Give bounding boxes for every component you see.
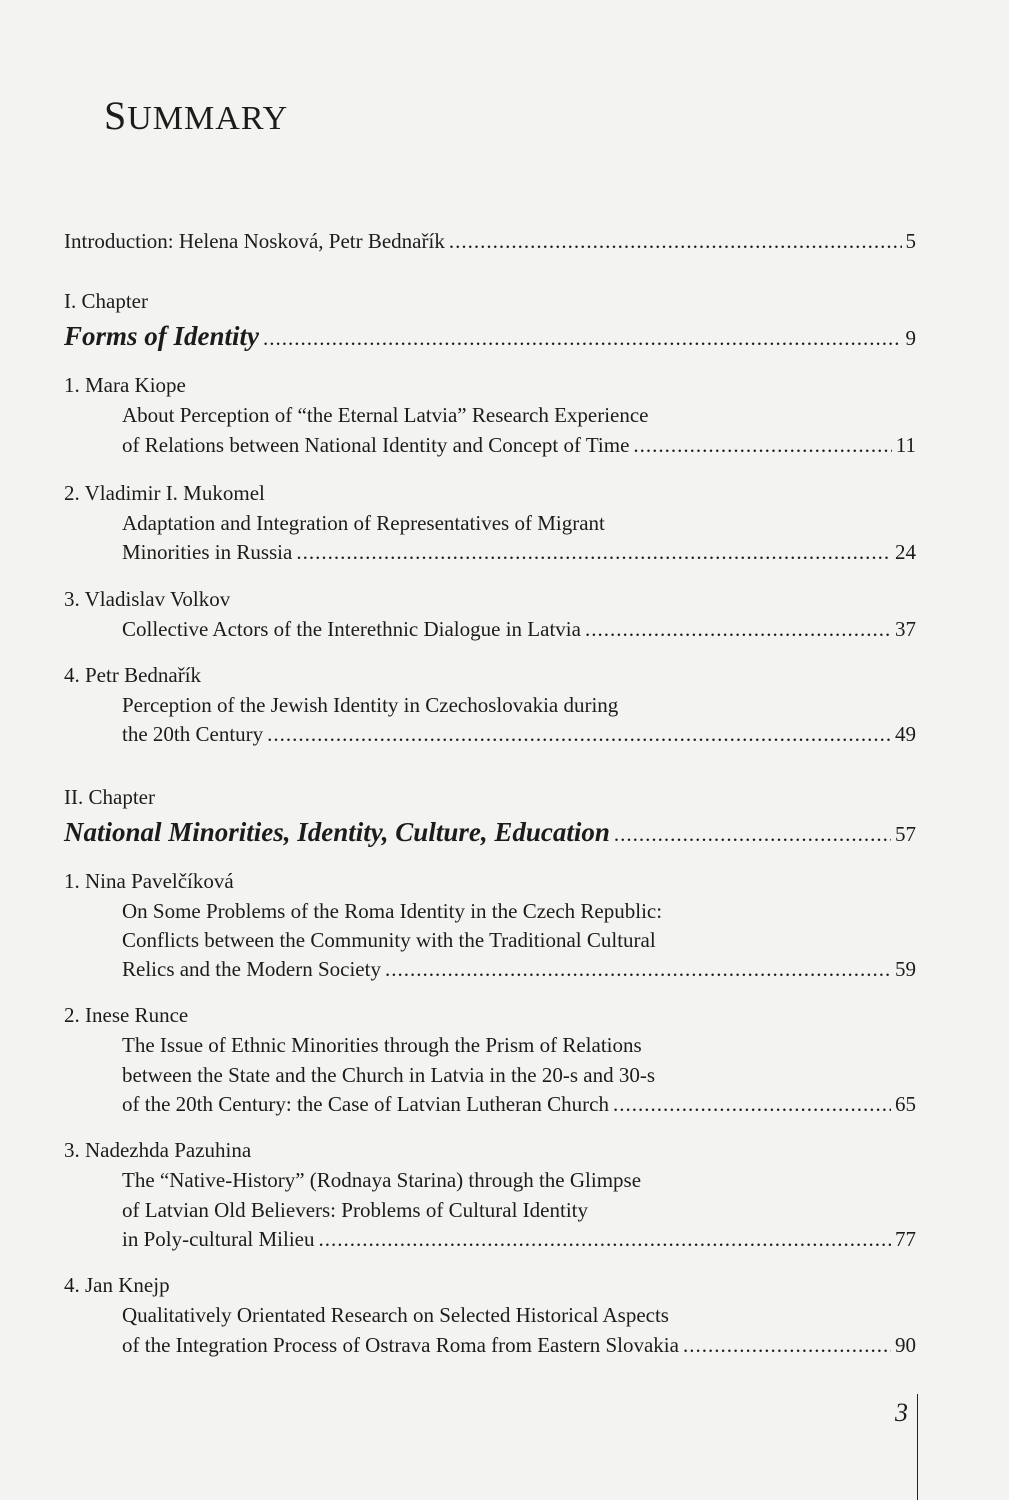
dot-leader <box>318 1226 891 1252</box>
entry-author: 2. Vladimir I. Mukomel <box>64 481 265 505</box>
toc-page-number: 90 <box>895 1333 916 1357</box>
entry-author: 2. Inese Runce <box>64 1003 189 1027</box>
entry-title-line: The “Native-History” (Rodnaya Starina) through the Glimpse <box>122 1168 642 1192</box>
entry-author: 1. Nina Pavelčíková <box>64 869 234 893</box>
toc-entry-title: Introduction: Helena Nosková, Petr Bednařík <box>64 229 445 253</box>
page-title <box>104 93 289 139</box>
toc-page-number: 49 <box>895 722 916 746</box>
chapter-label: I. Chapter <box>64 289 148 313</box>
toc-page-number: 11 <box>895 433 916 457</box>
dot-leader <box>263 325 901 351</box>
entry-title-line: Adaptation and Integration of Representatives of Migrant <box>122 511 605 535</box>
entry-title-line: Qualitatively Orientated Research on Selected Historical Aspects <box>122 1303 669 1327</box>
entry-title-line: Conflicts between the Community with the Traditional Cultural <box>122 928 656 952</box>
entry-title-line: Minorities in Russia <box>122 540 293 564</box>
dot-leader <box>614 821 891 847</box>
entry-title-line: the 20th Century <box>122 722 264 746</box>
dot-leader <box>267 721 891 747</box>
chapter-title: National Minorities, Identity, Culture, Education <box>64 817 610 847</box>
dot-leader <box>449 228 902 254</box>
toc-page-number: 59 <box>895 957 916 981</box>
toc-page-number: 37 <box>895 617 916 641</box>
entry-title-line: of Relations between National Identity and Concept of Time <box>122 433 630 457</box>
dot-leader <box>296 539 891 565</box>
entry-author: 4. Jan Knejp <box>64 1273 170 1297</box>
entry-title-line: Relics and the Modern Society <box>122 957 381 981</box>
title-rest: UMMARY <box>127 100 289 137</box>
toc-page-number: 77 <box>895 1227 916 1251</box>
toc-chapter-2[interactable] <box>64 816 916 848</box>
toc-entry-runce[interactable] <box>122 1091 916 1117</box>
toc-page-number: 24 <box>895 540 916 564</box>
chapter-label: II. Chapter <box>64 785 155 809</box>
entry-author: 3. Vladislav Volkov <box>64 587 231 611</box>
title-initial: S <box>104 93 128 138</box>
toc-entry-bednarik[interactable] <box>122 721 916 747</box>
toc-entry-pavelcikova[interactable] <box>122 956 916 982</box>
toc-entry-pazuhina[interactable] <box>122 1226 916 1252</box>
toc-entry-kiope[interactable] <box>122 432 916 458</box>
entry-author: 4. Petr Bednařík <box>64 663 202 687</box>
dot-leader <box>683 1332 891 1358</box>
entry-title-line: in Poly-cultural Milieu <box>122 1227 315 1251</box>
dot-leader <box>585 616 891 642</box>
dot-leader <box>633 432 891 458</box>
toc-entry-knejp[interactable] <box>122 1332 916 1358</box>
entry-title-line: The Issue of Ethnic Minorities through the Prism of Relations <box>122 1033 642 1057</box>
page-edge-line <box>917 1394 918 1500</box>
entry-author: 1. Mara Kiope <box>64 373 186 397</box>
dot-leader <box>613 1091 891 1117</box>
toc-entry-mukomel[interactable] <box>122 539 916 565</box>
entry-title-line: Collective Actors of the Interethnic Dialogue in Latvia <box>122 617 581 641</box>
dot-leader <box>385 956 891 982</box>
toc-page-number: 57 <box>895 822 916 846</box>
toc-chapter-1[interactable] <box>64 320 916 352</box>
entry-title-line: On Some Problems of the Roma Identity in the Czech Republic: <box>122 899 663 923</box>
toc-page-number: 5 <box>905 229 916 253</box>
entry-title-line: of Latvian Old Believers: Problems of Cultural Identity <box>122 1198 588 1222</box>
chapter-title: Forms of Identity <box>64 321 260 351</box>
entry-title-line: Perception of the Jewish Identity in Czechoslovakia during <box>122 693 619 717</box>
entry-title-line: between the State and the Church in Latvia in the 20-s and 30-s <box>122 1063 656 1087</box>
page-number: 3 <box>895 1398 908 1427</box>
entry-title-line: of the 20th Century: the Case of Latvian Lutheran Church <box>122 1092 609 1116</box>
toc-entry-volkov[interactable] <box>122 616 916 642</box>
toc-page-number: 9 <box>905 326 916 350</box>
toc-page-number: 65 <box>895 1092 916 1116</box>
entry-title-line: of the Integration Process of Ostrava Roma from Eastern Slovakia <box>122 1333 679 1357</box>
entry-title-line: About Perception of “the Eternal Latvia” Research Experience <box>122 403 649 427</box>
entry-author: 3. Nadezhda Pazuhina <box>64 1138 252 1162</box>
toc-entry-introduction[interactable] <box>64 228 916 254</box>
